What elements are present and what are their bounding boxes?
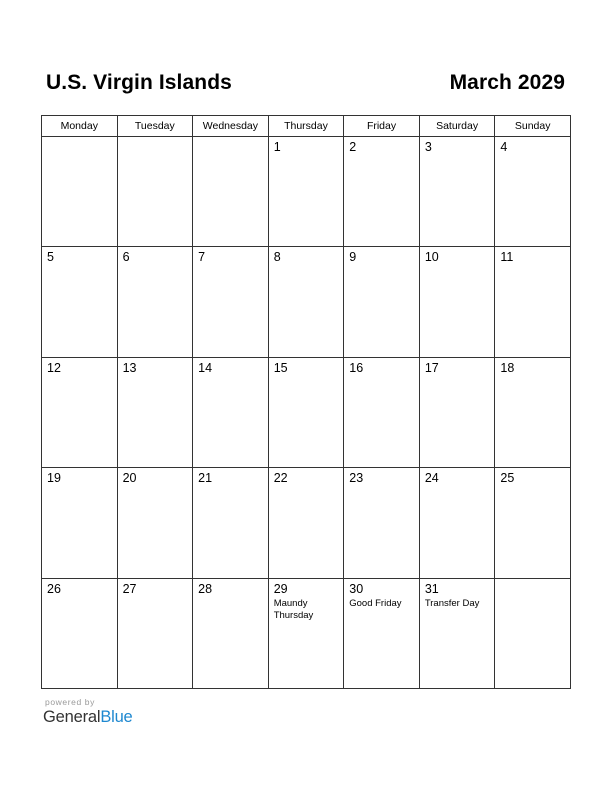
holiday-label: Transfer Day: [424, 597, 480, 609]
day-cell: [344, 357, 420, 467]
day-number: 16: [349, 360, 364, 375]
day-cell: [419, 137, 495, 247]
day-cell: [268, 137, 344, 247]
week-row: [42, 247, 571, 357]
day-cell: [268, 357, 344, 467]
calendar-month-title: March 2029: [449, 71, 565, 94]
weekday-header: Wednesday: [193, 116, 269, 137]
day-cell: [117, 357, 193, 467]
day-cell: [268, 247, 344, 357]
day-cell: [193, 578, 269, 688]
weekday-header-row: [42, 116, 571, 137]
holiday-label: Maundy Thursday: [273, 597, 314, 621]
day-cell: [268, 468, 344, 578]
weekday-header: Monday: [42, 116, 118, 137]
day-number: 21: [198, 471, 213, 486]
day-number: 15: [273, 360, 288, 375]
day-cell: [495, 137, 571, 247]
calendar-weeks: [42, 137, 571, 689]
logo-general-text: General: [43, 708, 101, 726]
day-number: 27: [122, 581, 137, 596]
weekday-header: Friday: [344, 116, 420, 137]
day-cell: [193, 137, 269, 247]
day-cell: [193, 357, 269, 467]
day-cell: [42, 247, 118, 357]
day-cell: [117, 247, 193, 357]
day-number: 29: [273, 581, 288, 596]
weekday-header: Saturday: [419, 116, 495, 137]
weekday-header: Tuesday: [117, 116, 193, 137]
day-number: 12: [47, 360, 61, 375]
weekday-header: Thursday: [268, 116, 344, 137]
day-number: 26: [47, 581, 61, 596]
day-cell: [344, 468, 420, 578]
day-number: 18: [500, 360, 515, 375]
week-row: [42, 137, 571, 247]
day-number: 9: [349, 250, 357, 265]
day-number: 7: [198, 250, 206, 265]
day-number: 13: [122, 360, 137, 375]
day-number: 11: [500, 250, 514, 265]
day-number: 22: [273, 471, 288, 486]
day-number: 19: [47, 471, 61, 486]
generalblue-logo: [43, 708, 133, 727]
day-number: 17: [424, 360, 439, 375]
day-number: 24: [424, 471, 439, 486]
day-cell: [193, 468, 269, 578]
day-cell: [268, 578, 344, 688]
day-cell: [42, 578, 118, 688]
day-number: 14: [198, 360, 213, 375]
weekday-header: Sunday: [495, 116, 571, 137]
day-cell: [419, 468, 495, 578]
day-cell: [344, 578, 420, 688]
day-cell: [419, 247, 495, 357]
day-number: 30: [349, 581, 364, 596]
week-row: [42, 357, 571, 467]
day-cell: [419, 578, 495, 688]
day-cell: [344, 247, 420, 357]
day-number: 20: [122, 471, 137, 486]
powered-by-text: powered by: [45, 697, 95, 707]
day-cell: [495, 468, 571, 578]
day-number: 4: [500, 140, 508, 154]
day-number: 5: [47, 250, 54, 265]
day-number: 6: [122, 250, 130, 265]
day-number: 23: [349, 471, 364, 486]
day-cell: [42, 357, 118, 467]
day-number: 25: [500, 471, 515, 486]
footer-branding: [43, 697, 133, 727]
logo-blue-text: Blue: [100, 708, 133, 726]
day-cell: [419, 357, 495, 467]
holiday-label: Good Friday: [349, 597, 402, 609]
day-cell: [495, 578, 571, 688]
day-cell: [495, 247, 571, 357]
day-number: 31: [424, 581, 439, 596]
calendar-region-title: U.S. Virgin Islands: [46, 71, 232, 94]
day-number: 1: [273, 140, 281, 154]
day-cell: [117, 137, 193, 247]
day-cell: [344, 137, 420, 247]
day-number: 10: [424, 250, 439, 265]
day-number: 3: [424, 140, 432, 154]
month-calendar-grid: [41, 115, 571, 689]
day-cell: [42, 137, 118, 247]
week-row: [42, 468, 571, 578]
day-number: 28: [198, 581, 213, 596]
day-cell: [193, 247, 269, 357]
day-cell: [42, 468, 118, 578]
day-cell: [495, 357, 571, 467]
day-cell: [117, 578, 193, 688]
day-cell: [117, 468, 193, 578]
day-number: 8: [273, 250, 281, 265]
day-number: 2: [349, 140, 357, 154]
week-row: [42, 578, 571, 688]
